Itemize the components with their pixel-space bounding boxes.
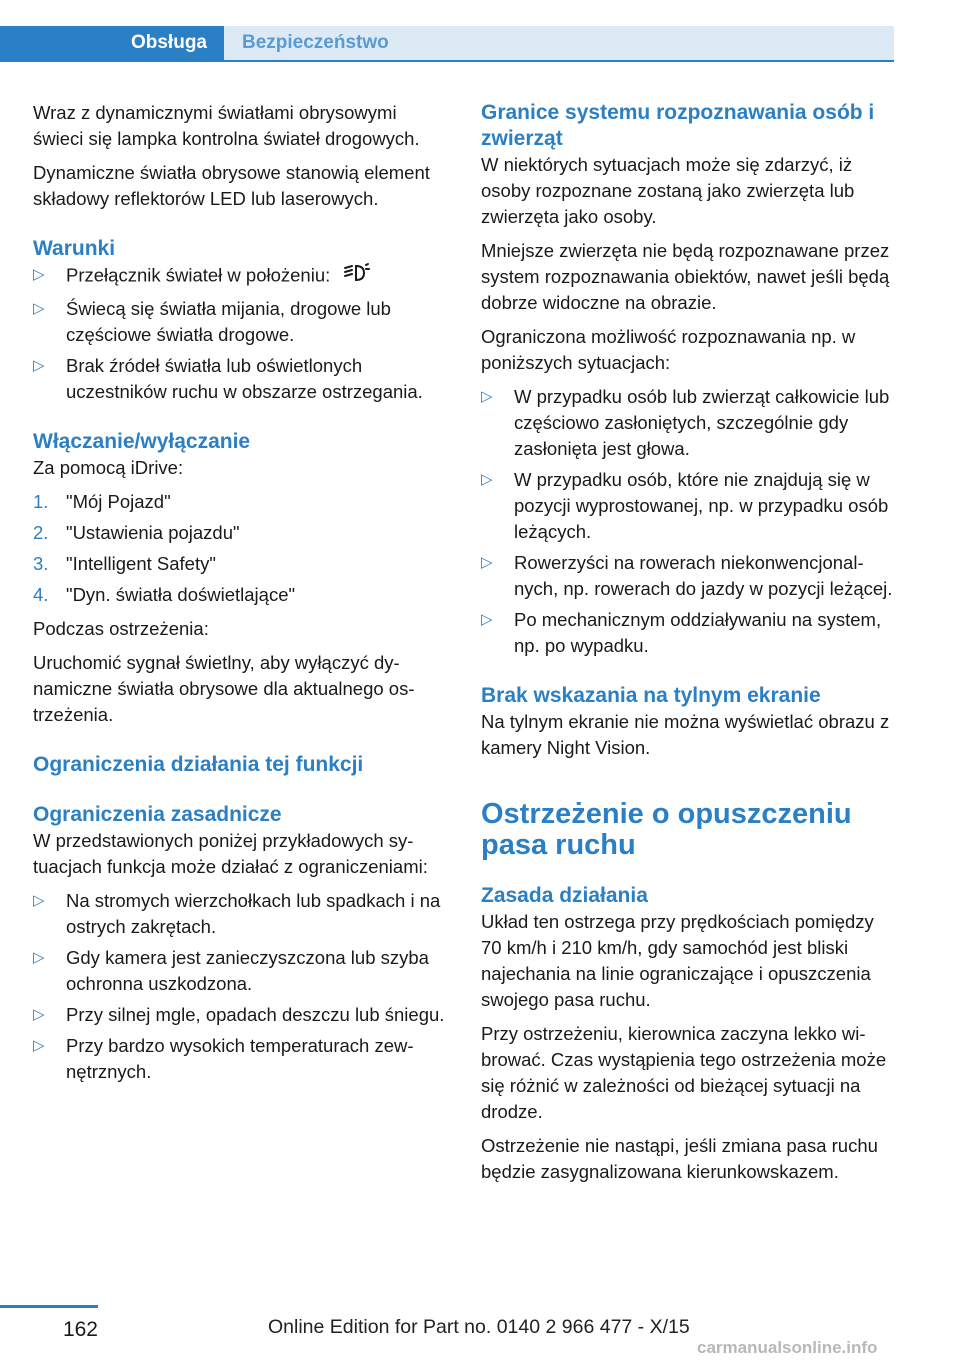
header-divider [0,60,894,62]
tab-bezpieczenstwo[interactable]: Bezpieczeństwo [224,26,894,60]
paragraph-przedstawionych: W przedstawionych poniżej przykładowych sytuacjach funkcja może działać z ograniczeniami: [33,830,428,877]
heading-wlaczanie: Włączanie/wyłączanie [33,430,251,453]
list-item: 1. "Mój Pojazd" [33,491,171,512]
list-warunki [33,262,449,405]
heading-zasadnicze: Ograniczenia zasadnicze [33,803,282,826]
paragraph-idrive: Za pomocą iDrive: [33,457,184,478]
paragraph-uklad: Układ ten ostrzega przy prędkościach pomiędzy 70 km/h i 210 km/h, gdy samochód jest bliski najechania na linie ograniczające i opuszczenia swojego pasa ruchu. [481,911,874,1010]
paragraph-podczas: Podczas ostrzeżenia: [33,618,209,639]
heading-zasada: Zasada działania [481,884,648,907]
left-column [33,100,449,1093]
bullet-triangle-icon: ▷ [481,388,493,405]
bullet-triangle-icon: ▷ [481,471,493,488]
list-item: ▷ Rowerzyści na rowerach niekonwencjonalnych, np. rowerach do jazdy w pozycji leżącej. [481,552,893,599]
paragraph-nie: Ostrzeżenie nie nastąpi, jeśli zmiana pasa ruchu będzie zasygnalizowana kierunkowskazem. [481,1135,878,1182]
bullet-triangle-icon: ▷ [33,357,45,374]
bullet-triangle-icon: ▷ [33,300,45,317]
footer-edition: Online Edition for Part no. 0140 2 966 477 - X/15 [268,1316,690,1338]
list-item: ▷ Przy silnej mgle, opadach deszczu lub śniegu. [33,1002,449,1028]
list-ograniczenia [33,888,449,1085]
list-item: ▷ W przypadku osób lub zwierząt całkowicie lub częściowo zasłoniętych, szczególnie gdy zasłonięta jest głowa. [481,386,890,459]
watermark: carmanualsonline.info [697,1338,878,1357]
list-item: 3. "Intelligent Safety" [33,553,216,574]
bullet-triangle-icon: ▷ [481,611,493,628]
heading-ograniczenia: Ograniczenia działania tej funkcji [33,753,364,776]
list-idrive-steps [33,489,449,608]
list-item: ▷ Przełącznik świateł w położeniu: [33,262,449,291]
paragraph-przy: Przy ostrzeżeniu, kierownica zaczyna lekko wibrować. Czas wystąpienia tego ostrzeżenia może się różnić w zależności od bieżącej sytuacji na drodze. [481,1023,887,1122]
list-granice [481,384,897,659]
list-item: ▷ Gdy kamera jest zanieczyszczona lub szyba ochronna uszkodzona. [33,947,429,994]
bullet-triangle-icon: ▷ [33,949,45,966]
footer-divider [0,1305,98,1308]
heading-warunki: Warunki [33,237,116,260]
paragraph-mniejsze: Mniejsze zwierzęta nie będą rozpoznawane przez system rozpoznawania obiektów, nawet jeśli będą dobrze widoczne na obrazie. [481,240,890,313]
list-item: ▷ Świecą się światła mijania, drogowe lub częściowe światła drogowe. [33,298,391,345]
list-item: 4. "Dyn. światła doświetlające" [33,584,296,605]
list-item: ▷ Przy bardzo wysokich temperaturach zewnętrznych. [33,1035,414,1082]
list-item: ▷ W przypadku osób, które nie znajdują się w pozycji wyprostowanej, np. w przypadku osób leżących. [481,469,889,542]
paragraph-led-laser: Dynamiczne światła obrysowe stanowią element składowy reflektorów LED lub laserowych. [33,162,430,209]
bullet-triangle-icon: ▷ [33,266,45,283]
heading-granice: Granice systemu rozpoznawania osób i zwierząt [481,101,875,150]
list-item: ▷ Brak źródeł światła lub oświetlonych uczestników ruchu w obszarze ostrzegania. [33,355,423,402]
paragraph-indicator-lamp: Wraz z dynamicznymi światłami obrysowymi świeci się lampka kontrolna świateł drogowych. [33,102,420,149]
bullet-triangle-icon: ▷ [481,554,493,571]
bullet-triangle-icon: ▷ [33,1037,45,1054]
bullet-triangle-icon: ▷ [33,1006,45,1023]
tab-obsluga[interactable]: Obsługa [0,26,224,60]
heading-brak-wskazania: Brak wskazania na tylnym ekranie [481,684,821,707]
heading-ostrzezenie-pas: Ostrzeżenie o opuszczeniu pasa ruchu [481,798,852,861]
page-header [0,0,960,62]
paragraph-uruchomic: Uruchomić sygnał świetlny, aby wyłączyć dynamiczne światła obrysowe dla aktualnego ostrzeżenia. [33,652,415,725]
paragraph-ograniczona: Ograniczona możliwość rozpoznawania np. w poniższych sytuacjach: [481,326,856,373]
auto-headlight-icon [343,262,371,291]
list-item: ▷ Po mechanicznym oddziaływaniu na system, np. po wypadku. [481,609,882,656]
bullet-triangle-icon: ▷ [33,892,45,909]
list-item: ▷ Na stromych wierzchołkach lub spadkach i na ostrych zakrętach. [33,890,441,937]
paragraph-niektorych: W niektórych sytuacjach może się zdarzyć, iż osoby rozpoznane zostaną jako zwierzęta lub zwierzęta jako osoby. [481,154,855,227]
list-item: 2. "Ustawienia pojazdu" [33,522,240,543]
paragraph-brak: Na tylnym ekranie nie można wyświetlać obrazu z kamery Night Vision. [481,711,890,758]
right-column [481,100,897,1193]
page-number: 162 [62,1318,98,1341]
